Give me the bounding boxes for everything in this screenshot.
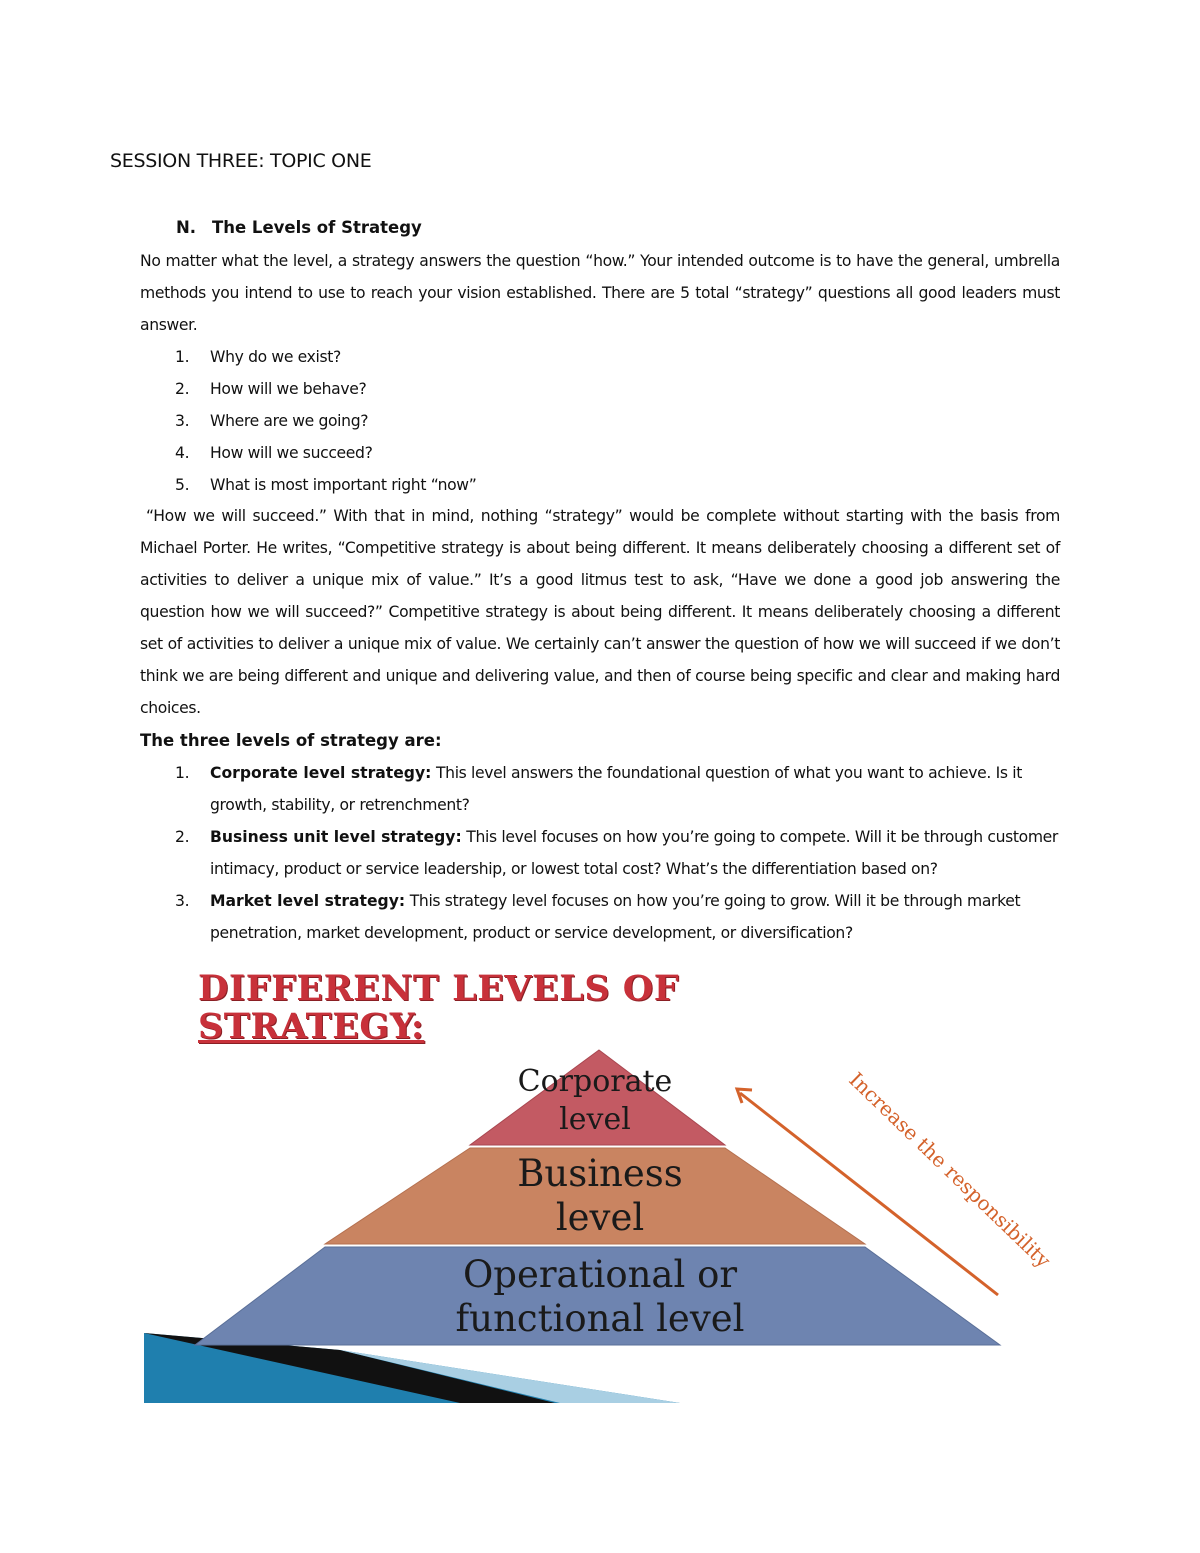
list-item: 2. How will we behave?: [175, 380, 367, 398]
intro-paragraph: No matter what the level, a strategy answers the question “how.” Your intended outcome is to have the general, umbrella methods you intend to use to reach your vision established. There are 5 total “strategy” questions all good leaders must answer.: [140, 252, 1060, 334]
porter-paragraph: “How we will succeed.” With that in mind, nothing “strategy” would be complete without starting with the basis from Michael Porter. He writes, “Competitive strategy is about being different. It means deliberately choosing a different set of activities to deliver a unique mix of value.” It’s a good litmus test to ask, “Have we done a good job answering the question how we will succeed?” Competitive strategy is about being different. It means deliberately choosing a different set of activities to deliver a unique mix of value. We certainly can’t answer the question of how we will succeed if we don’t think we are being different and unique and delivering value, and then of course being specific and clear and making hard choices.: [140, 507, 1060, 717]
tier-label-corporate: Corporate level: [517, 1064, 673, 1137]
list-item: 5. What is most important right “now”: [175, 476, 477, 494]
figure-title: DIFFERENT LEVELS OF STRATEGY:: [198, 968, 680, 1047]
list-item: 3. Market level strategy: This strategy level focuses on how you’re going to grow. Will it be through market penetration, market development, product or service development, or diversification?: [175, 892, 1021, 942]
section-number: N.: [176, 218, 197, 237]
strategy-levels-list: [175, 757, 1065, 949]
strategy-questions-list: [175, 341, 476, 501]
section-title: The Levels of Strategy: [212, 218, 422, 237]
tier-label-business: Business level: [517, 1152, 683, 1239]
list-item: 4. How will we succeed?: [175, 444, 373, 462]
section-heading: [176, 218, 422, 237]
level-term: Business unit level strategy:: [210, 828, 462, 846]
levels-heading: The three levels of strategy are:: [140, 731, 442, 750]
strategy-levels-figure: [140, 965, 1060, 1410]
list-item: 1. Corporate level strategy: This level answers the foundational question of what you want to achieve. Is it growth, stability, or retrenchment?: [175, 764, 1022, 814]
level-term: Market level strategy:: [210, 892, 406, 910]
list-item: 3. Where are we going?: [175, 412, 369, 430]
arrow-label: Increase the responsibility: [844, 1067, 1056, 1273]
level-term: Corporate level strategy:: [210, 764, 432, 782]
list-item: 2. Business unit level strategy: This level focuses on how you’re going to compete. Will it be through customer intimacy, product or service leadership, or lowest total cost? What’s the differentiation based on?: [175, 828, 1058, 878]
list-item: 1. Why do we exist?: [175, 348, 341, 366]
session-title: SESSION THREE: TOPIC ONE: [110, 150, 372, 172]
tier-label-operational: Operational or functional level: [455, 1253, 745, 1340]
